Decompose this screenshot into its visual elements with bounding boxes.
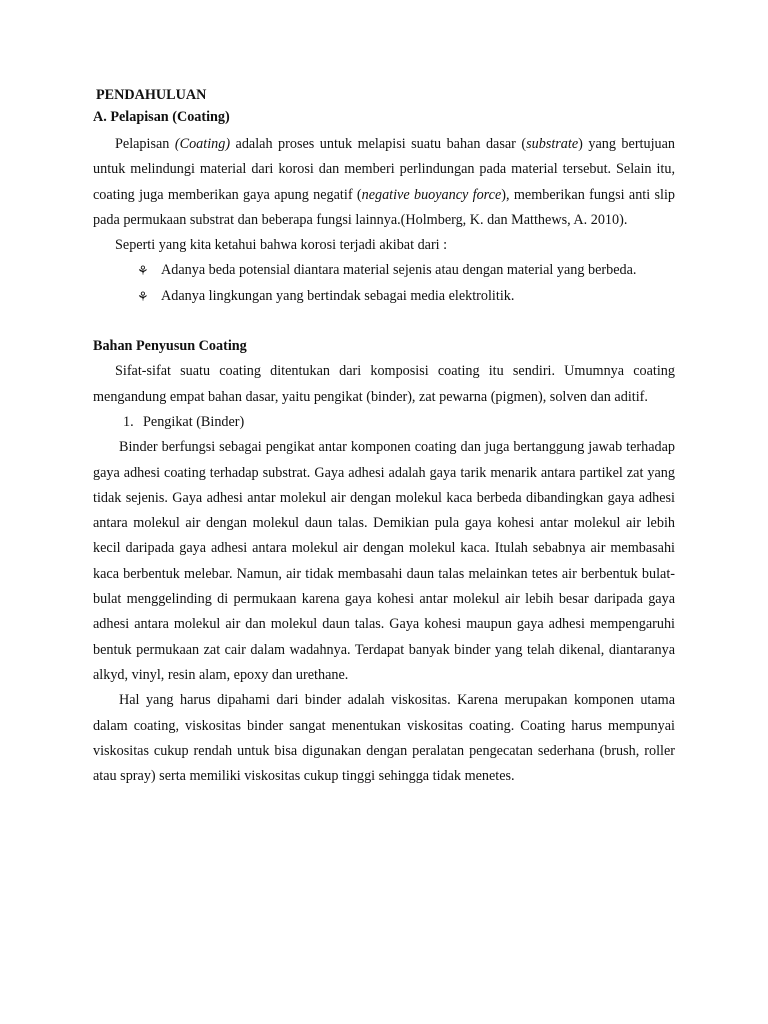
list-item: ⚘ Adanya beda potensial diantara material sejenis atau dengan material yang berbeda. — [137, 258, 675, 283]
section-b-paragraph-3: Hal yang harus dipahami dari binder adalah viskositas. Karena merupakan komponen utama dalam coating, viskositas binder sangat menentukan viskositas coating. Coating harus mempunyai viskositas cukup rendah untuk bisa digunakan dengan peralatan pengecatan sederhana (brush, roller atau spray) serta memiliki viskositas cukup tinggi sehingga tidak menetes. — [93, 692, 675, 785]
section-b-paragraph-1: Sifat-sifat suatu coating ditentukan dari komposisi coating itu sendiri. Umumnya coating mengandung empat bahan dasar, yaitu pengikat (binder), zat pewarna (pigmen), solven dan aditif. — [93, 363, 675, 405]
corrosion-cause-list — [93, 258, 675, 309]
section-b-title: Bahan Penyusun Coating — [93, 338, 247, 355]
section-a-paragraph-2: Seperti yang kita ketahui bahwa korosi terjadi akibat dari : — [115, 237, 448, 254]
document-page — [93, 85, 675, 789]
flower-bullet-icon: ⚘ — [137, 263, 149, 279]
spacer — [93, 309, 675, 334]
numbered-item-binder — [93, 410, 675, 435]
section-b-paragraph-2: Binder berfungsi sebagai pengikat antar komponen coating dan juga bertanggung jawab terhadap gaya adhesi coating terhadap substrat. Gaya adhesi adalah gaya tarik menarik antara partikel zat yang tidak sejenis. Gaya adhesi antar molekul air dengan molekul kaca berbeda dibandingkan gaya adhesi antara molekul air dengan molekul daun talas. Demikian pula gaya kohesi antar molekul air lebih kecil daripada gaya adhesi antara molekul air dengan molekul kaca. Itulah sebabnya air membasahi kaca berbentuk melebar. Namun, air tidak membasahi daun talas melainkan tetes air berbentuk bulat-bulat menggelinding di permukaan karena gaya kohesi antar molekul air lebih besar daripada gaya adhesi antara molekul air dan molekul daun talas. Gaya kohesi maupun gaya adhesi mempengaruhi bentuk permukaan zat cair dalam wadahnya. Terdapat banyak binder yang telah dikenal, diantaranya alkyd, vinyl, resin alam, epoxy dan urethane. — [93, 439, 675, 683]
section-a-title: A. Pelapisan (Coating) — [93, 109, 230, 125]
list-item: ⚘ Adanya lingkungan yang bertindak sebagai media elektrolitik. — [137, 284, 675, 309]
flower-bullet-icon: ⚘ — [137, 288, 149, 304]
item-label: Pengikat (Binder) — [143, 413, 245, 430]
document-heading: PENDAHULUAN — [96, 87, 207, 103]
item-number: 1. — [123, 413, 134, 430]
section-a-paragraph-1: Pelapisan (Coating) adalah proses untuk melapisi suatu bahan dasar (substrate) yang bertujuan untuk melindungi material dari korosi dan memberi perlindungan pada material tersebut. Selain itu, coating juga memberikan gaya apung negatif (negative buoyancy force), memberikan fungsi anti slip pada permukaan substrat dan beberapa fungsi lainnya.(Holmberg, K. dan Matthews, A. 2010). — [93, 136, 676, 228]
